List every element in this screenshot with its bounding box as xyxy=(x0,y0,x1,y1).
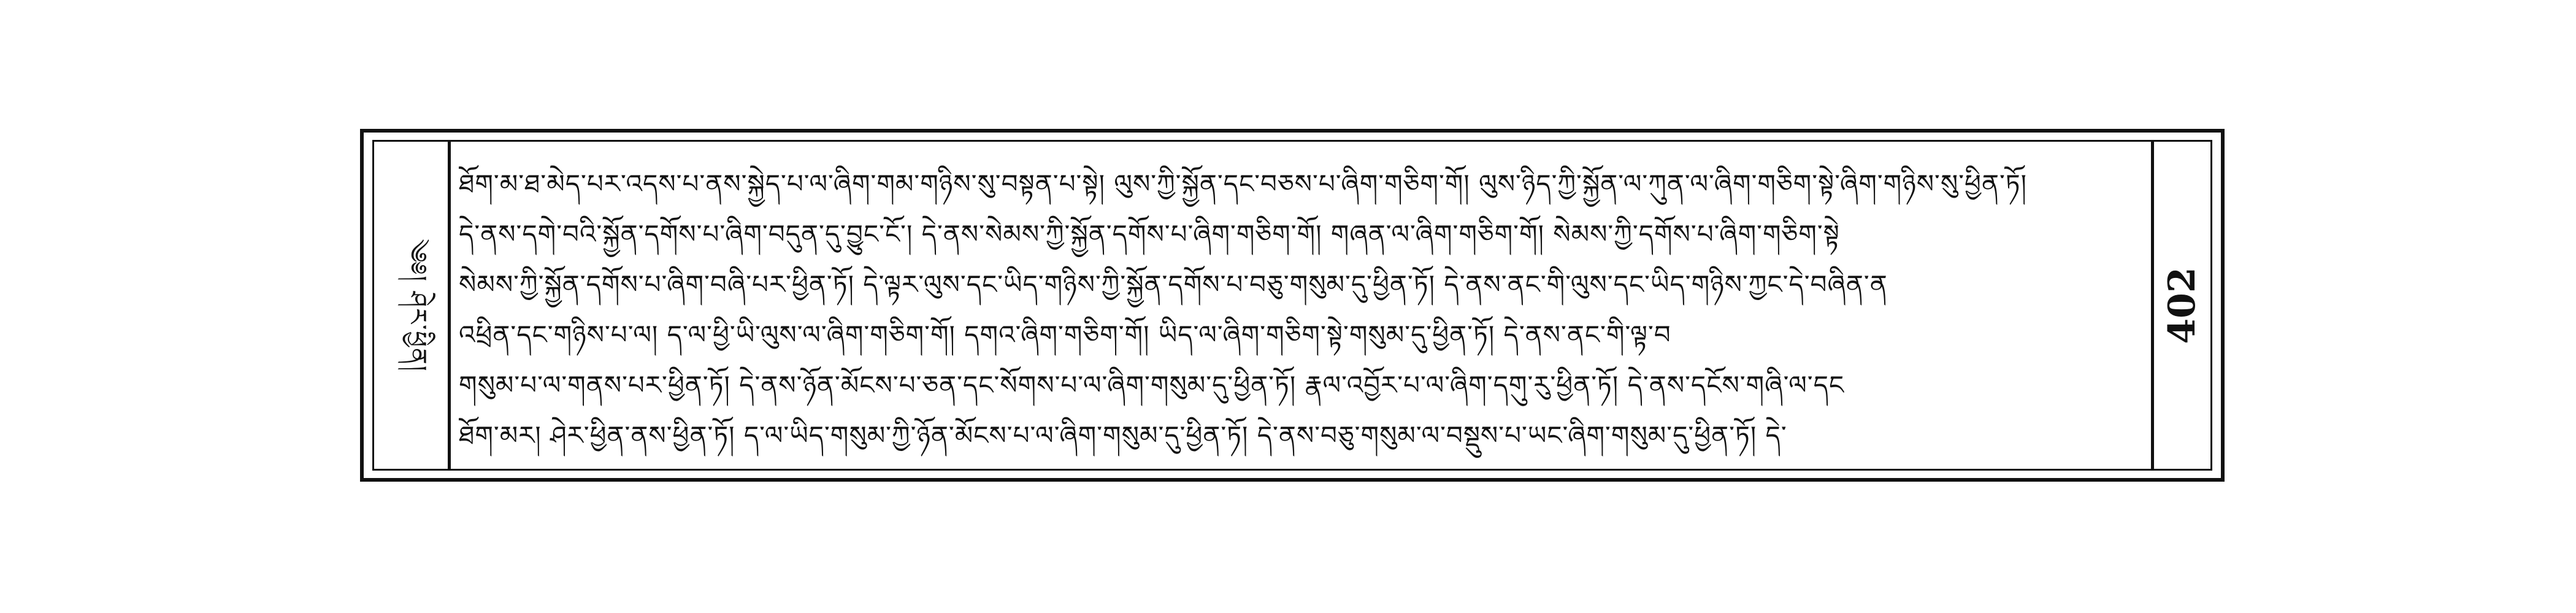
text-line: སེམས་ཀྱི་སྐྱོན་དགོས་པ་ཞིག་བཞི་པར་ཕྱིན་ཏོ། དེ་ལྟར་ལུས་དང་ཡིད་གཉིས་ཀྱི་སྐྱོན་དགོས་པ་བཅུ་གསུམ་དུ་ཕྱིན་ཏོ། དེ་ནས་ནང་གི་ལུས་དང་ཡིད་གཉིས་ཀྱང་དེ་བཞིན་ན xyxy=(459,269,1888,299)
inner-frame xyxy=(372,140,2212,471)
left-margin xyxy=(374,142,451,469)
text-line: ཐོག་མ་ཐ་མེད་པར་འདས་པ་ནས་སྐྱེད་པ་ལ་ཞིག་གམ་གཉིས་སུ་བསྟན་པ་སྟེ། ལུས་ཀྱི་སྐྱོན་དང་བཅས་པ་ཞིག་གཅིག་གོ། ལུས་ཉིད་ཀྱི་སྐྱོན་ལ་ཀུན་ལ་ཞིག་གཅིག་སྟེ་ཞིག་གཉིས་སུ་ཕྱིན་ཏོ། xyxy=(459,169,2027,199)
page-number: 402 xyxy=(2161,266,2204,344)
text-line: ཐོག་མར། ཤེར་ཕྱིན་ནས་ཕྱིན་ཏོ། ད་ལ་ཡིད་གསུམ་ཀྱི་ཉོན་མོངས་པ་ལ་ཞིག་གསུམ་དུ་ཕྱིན་ཏོ། དེ་ནས་བཅུ་གསུམ་ལ་བསྡུས་པ་ཡང་ཞིག་གསུམ་དུ་ཕྱིན་ཏོ། དེ་ xyxy=(459,420,1787,450)
right-margin xyxy=(2151,142,2210,469)
margin-title: ༄༅། ཤེར་ཕྱིན། xyxy=(403,238,432,372)
text-line: གསུམ་པ་ལ་གནས་པར་ཕྱིན་ཏོ། དེ་ནས་ཉོན་མོངས་པ་ཅན་དང་སོགས་པ་ལ་ཞིག་གསུམ་དུ་ཕྱིན་ཏོ། རྣལ་འབྱོར་པ་ལ་ཞིག་དགུ་རུ་ཕྱིན་ཏོ། དེ་ནས་དངོས་གཞི་ལ་དང xyxy=(459,370,1845,400)
text-line: དེ་ནས་དགེ་བའི་སྐྱོན་དགོས་པ་ཞིག་བདུན་དུ་བྱུང་ངོ་། དེ་ནས་སེམས་ཀྱི་སྐྱོན་དགོས་པ་ཞིག་གཅིག་གོ། གཞན་ལ་ཞིག་གཅིག་གོ། སེམས་ཀྱི་དགོས་པ་ཞིག་གཅིག་སྟེ xyxy=(459,219,1840,249)
text-line: འཕྲིན་དང་གཉིས་པ་ལ། ད་ལ་ཕྱི་ཡི་ལུས་ལ་ཞིག་གཅིག་གོ། དགའ་ཞིག་གཅིག་གོ། ཡིད་ལ་ཞིག་གཅིག་སྟེ་གསུམ་དུ་ཕྱིན་ཏོ། དེ་ནས་ནང་གི་ལྟ་བ xyxy=(459,320,1671,350)
folio-page xyxy=(360,129,2225,482)
body-text xyxy=(459,159,2144,454)
